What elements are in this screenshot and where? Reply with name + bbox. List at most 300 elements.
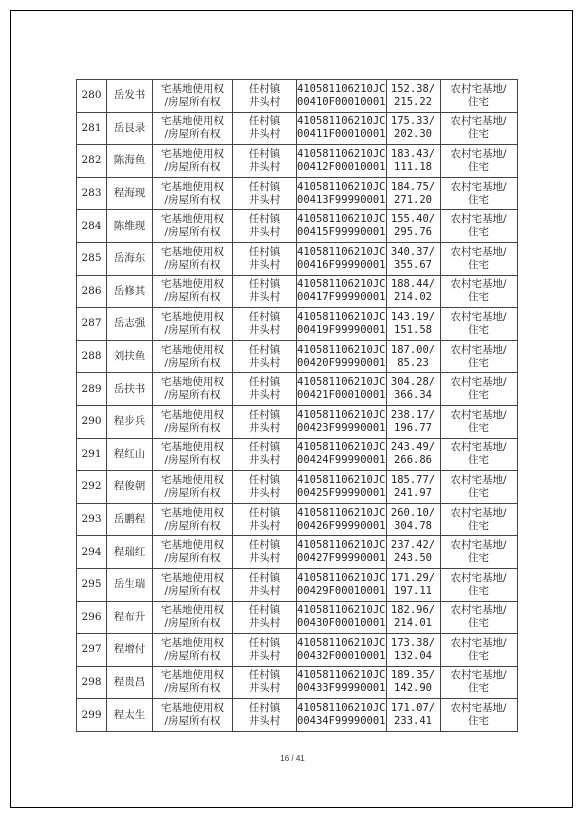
right-type-line-1: 宅基地使用权 (161, 506, 224, 519)
owner-name-text: 刘扶鱼 (113, 350, 146, 363)
location-line-1: 任村镇 (248, 506, 281, 519)
unit-code-line-1: 410581106210JC (297, 604, 386, 617)
owner-name-text: 程红山 (113, 447, 146, 460)
unit-code-line-1: 410581106210JC (297, 408, 386, 421)
owner-name-text: 程海现 (113, 187, 146, 200)
row-number-text: 298 (81, 675, 102, 688)
land-use-line-1: 农村宅基地/ (450, 343, 507, 356)
table-row (77, 405, 518, 438)
right-type-cell (153, 601, 233, 634)
row-number-cell (77, 405, 107, 438)
location-line-2: 井头村 (248, 421, 281, 434)
location-line-2: 井头村 (248, 486, 281, 499)
unit-code-cell (297, 634, 387, 667)
table-row (77, 112, 518, 145)
land-use-line-1: 农村宅基地/ (450, 669, 507, 682)
owner-name-text: 岳生瑞 (113, 578, 146, 591)
land-use-line-2: 住宅 (468, 584, 490, 597)
owner-name-cell (107, 340, 153, 373)
unit-code-cell (297, 503, 387, 536)
unit-code-cell (297, 112, 387, 145)
land-use-line-1: 农村宅基地/ (450, 115, 507, 128)
area-line-1: 243.49/ (390, 441, 436, 454)
land-use-cell (440, 699, 517, 732)
location-line-2: 井头村 (248, 649, 281, 662)
land-use-line-2: 住宅 (468, 128, 490, 141)
right-type-line-2: /房屋所有权 (164, 258, 221, 271)
location-line-1: 任村镇 (248, 343, 281, 356)
land-use-line-2: 住宅 (468, 421, 490, 434)
table-row (77, 634, 518, 667)
right-type-line-1: 宅基地使用权 (161, 571, 224, 584)
location-cell (233, 601, 297, 634)
area-line-2: 214.01 (394, 617, 432, 630)
owner-name-cell (107, 373, 153, 406)
area-line-2: 215.22 (394, 95, 432, 108)
right-type-line-1: 宅基地使用权 (161, 604, 224, 617)
unit-code-line-2: 00427F99990001 (297, 552, 386, 565)
right-type-cell (153, 503, 233, 536)
location-cell (233, 112, 297, 145)
row-number-text: 294 (81, 545, 102, 558)
right-type-cell (153, 373, 233, 406)
area-line-1: 184.75/ (390, 180, 436, 193)
right-type-line-1: 宅基地使用权 (161, 636, 224, 649)
table-row (77, 177, 518, 210)
location-line-1: 任村镇 (248, 702, 281, 715)
land-use-cell (440, 471, 517, 504)
owner-name-cell (107, 80, 153, 113)
unit-code-line-1: 410581106210JC (297, 473, 386, 486)
owner-name-text: 程太生 (113, 708, 146, 721)
area-cell (386, 145, 440, 178)
row-number-cell (77, 699, 107, 732)
row-number-cell (77, 210, 107, 243)
right-type-line-1: 宅基地使用权 (161, 376, 224, 389)
area-line-1: 189.35/ (390, 669, 436, 682)
area-cell (386, 634, 440, 667)
right-type-cell (153, 210, 233, 243)
area-line-2: 295.76 (394, 226, 432, 239)
unit-code-cell (297, 373, 387, 406)
row-number-text: 287 (81, 317, 102, 330)
unit-code-line-1: 410581106210JC (297, 376, 386, 389)
location-line-1: 任村镇 (248, 310, 281, 323)
right-type-cell (153, 699, 233, 732)
row-number-cell (77, 666, 107, 699)
land-use-line-1: 农村宅基地/ (450, 408, 507, 421)
unit-code-cell (297, 699, 387, 732)
area-cell (386, 438, 440, 471)
owner-name-text: 岳扶书 (113, 382, 146, 395)
row-number-text: 292 (81, 480, 102, 493)
table-row (77, 210, 518, 243)
land-use-cell (440, 242, 517, 275)
owner-name-cell (107, 536, 153, 569)
row-number-cell (77, 503, 107, 536)
area-cell (386, 340, 440, 373)
location-line-2: 井头村 (248, 389, 281, 402)
unit-code-line-2: 00412F00010001 (297, 160, 386, 173)
right-type-line-2: /房屋所有权 (164, 682, 221, 695)
unit-code-line-2: 00421F00010001 (297, 389, 386, 402)
table-row (77, 536, 518, 569)
land-use-line-1: 农村宅基地/ (450, 473, 507, 486)
right-type-line-1: 宅基地使用权 (161, 245, 224, 258)
land-use-cell (440, 536, 517, 569)
unit-code-cell (297, 308, 387, 341)
location-cell (233, 177, 297, 210)
location-cell (233, 275, 297, 308)
location-cell (233, 340, 297, 373)
owner-name-text: 陈维现 (113, 219, 146, 232)
location-line-1: 任村镇 (248, 408, 281, 421)
location-cell (233, 503, 297, 536)
area-line-2: 111.18 (394, 160, 432, 173)
row-number-text: 289 (81, 382, 102, 395)
location-line-1: 任村镇 (248, 636, 281, 649)
table-row (77, 80, 518, 113)
land-use-cell (440, 210, 517, 243)
area-line-1: 260.10/ (390, 506, 436, 519)
right-type-cell (153, 177, 233, 210)
location-line-1: 任村镇 (248, 539, 281, 552)
right-type-line-2: /房屋所有权 (164, 552, 221, 565)
unit-code-cell (297, 145, 387, 178)
location-line-2: 井头村 (248, 323, 281, 336)
land-use-cell (440, 405, 517, 438)
land-use-cell (440, 340, 517, 373)
row-number-text: 285 (81, 252, 102, 265)
area-line-2: 85.23 (397, 356, 429, 369)
right-type-line-2: /房屋所有权 (164, 193, 221, 206)
right-type-line-2: /房屋所有权 (164, 519, 221, 532)
unit-code-cell (297, 438, 387, 471)
land-use-line-2: 住宅 (468, 617, 490, 630)
row-number-text: 291 (81, 447, 102, 460)
area-line-2: 266.86 (394, 454, 432, 467)
unit-code-line-2: 00417F99990001 (297, 291, 386, 304)
area-cell (386, 405, 440, 438)
row-number-cell (77, 145, 107, 178)
row-number-text: 297 (81, 643, 102, 656)
location-line-1: 任村镇 (248, 669, 281, 682)
row-number-cell (77, 275, 107, 308)
unit-code-line-2: 00424F99990001 (297, 454, 386, 467)
unit-code-line-1: 410581106210JC (297, 310, 386, 323)
owner-name-cell (107, 308, 153, 341)
table-row (77, 601, 518, 634)
land-use-cell (440, 438, 517, 471)
location-cell (233, 699, 297, 732)
owner-name-text: 岳海东 (113, 252, 146, 265)
table-body (77, 80, 518, 732)
right-type-line-1: 宅基地使用权 (161, 147, 224, 160)
location-line-1: 任村镇 (248, 278, 281, 291)
right-type-line-2: /房屋所有权 (164, 291, 221, 304)
area-cell (386, 699, 440, 732)
unit-code-line-1: 410581106210JC (297, 278, 386, 291)
land-use-line-1: 农村宅基地/ (450, 147, 507, 160)
area-line-2: 132.04 (394, 649, 432, 662)
location-line-1: 任村镇 (248, 473, 281, 486)
land-use-cell (440, 503, 517, 536)
right-type-line-1: 宅基地使用权 (161, 441, 224, 454)
owner-name-cell (107, 405, 153, 438)
land-use-line-2: 住宅 (468, 226, 490, 239)
unit-code-line-1: 410581106210JC (297, 571, 386, 584)
unit-code-line-2: 00432F00010001 (297, 649, 386, 662)
right-type-line-2: /房屋所有权 (164, 95, 221, 108)
unit-code-cell (297, 405, 387, 438)
area-line-2: 233.41 (394, 715, 432, 728)
land-use-line-2: 住宅 (468, 356, 490, 369)
location-line-2: 井头村 (248, 128, 281, 141)
unit-code-line-1: 410581106210JC (297, 245, 386, 258)
owner-name-cell (107, 242, 153, 275)
area-line-2: 271.20 (394, 193, 432, 206)
land-use-line-2: 住宅 (468, 682, 490, 695)
owner-name-text: 岳鹏程 (113, 513, 146, 526)
land-use-cell (440, 275, 517, 308)
owner-name-text: 程增付 (113, 643, 146, 656)
location-line-2: 井头村 (248, 454, 281, 467)
unit-code-line-2: 00415F99990001 (297, 226, 386, 239)
location-cell (233, 242, 297, 275)
land-use-line-1: 农村宅基地/ (450, 506, 507, 519)
area-line-1: 155.40/ (390, 213, 436, 226)
row-number-cell (77, 80, 107, 113)
unit-code-cell (297, 666, 387, 699)
right-type-line-2: /房屋所有权 (164, 584, 221, 597)
unit-code-cell (297, 340, 387, 373)
owner-name-cell (107, 177, 153, 210)
unit-code-line-2: 00416F99990001 (297, 258, 386, 271)
right-type-line-1: 宅基地使用权 (161, 539, 224, 552)
area-cell (386, 536, 440, 569)
land-use-line-2: 住宅 (468, 95, 490, 108)
owner-name-cell (107, 699, 153, 732)
right-type-line-2: /房屋所有权 (164, 128, 221, 141)
table-row (77, 471, 518, 504)
area-cell (386, 177, 440, 210)
land-use-cell (440, 601, 517, 634)
location-cell (233, 634, 297, 667)
land-use-line-1: 农村宅基地/ (450, 376, 507, 389)
row-number-cell (77, 177, 107, 210)
row-number-cell (77, 373, 107, 406)
area-line-2: 202.30 (394, 128, 432, 141)
area-line-1: 183.43/ (390, 147, 436, 160)
unit-code-line-1: 410581106210JC (297, 115, 386, 128)
land-use-cell (440, 177, 517, 210)
right-type-line-2: /房屋所有权 (164, 389, 221, 402)
owner-name-text: 程贵昌 (113, 675, 146, 688)
right-type-line-1: 宅基地使用权 (161, 473, 224, 486)
table-row (77, 503, 518, 536)
location-cell (233, 666, 297, 699)
unit-code-line-2: 00411F00010001 (297, 128, 386, 141)
unit-code-line-1: 410581106210JC (297, 180, 386, 193)
row-number-cell (77, 536, 107, 569)
right-type-line-1: 宅基地使用权 (161, 408, 224, 421)
land-use-line-1: 农村宅基地/ (450, 636, 507, 649)
owner-name-text: 程瑞红 (113, 545, 146, 558)
area-cell (386, 471, 440, 504)
area-cell (386, 503, 440, 536)
land-use-line-1: 农村宅基地/ (450, 441, 507, 454)
location-line-1: 任村镇 (248, 115, 281, 128)
right-type-cell (153, 145, 233, 178)
right-type-line-1: 宅基地使用权 (161, 278, 224, 291)
land-use-line-2: 住宅 (468, 160, 490, 173)
right-type-line-1: 宅基地使用权 (161, 702, 224, 715)
owner-name-text: 陈海鱼 (113, 154, 146, 167)
owner-name-cell (107, 634, 153, 667)
land-use-line-2: 住宅 (468, 193, 490, 206)
right-type-cell (153, 634, 233, 667)
unit-code-line-1: 410581106210JC (297, 702, 386, 715)
area-line-1: 173.38/ (390, 636, 436, 649)
land-use-line-1: 农村宅基地/ (450, 278, 507, 291)
area-cell (386, 275, 440, 308)
area-line-1: 187.00/ (390, 343, 436, 356)
location-cell (233, 308, 297, 341)
row-number-text: 281 (81, 121, 102, 134)
location-line-1: 任村镇 (248, 604, 281, 617)
location-cell (233, 80, 297, 113)
table-row (77, 275, 518, 308)
right-type-line-1: 宅基地使用权 (161, 115, 224, 128)
location-cell (233, 471, 297, 504)
area-line-2: 214.02 (394, 291, 432, 304)
location-cell (233, 210, 297, 243)
location-line-2: 井头村 (248, 193, 281, 206)
area-line-2: 243.50 (394, 552, 432, 565)
row-number-text: 283 (81, 187, 102, 200)
location-line-2: 井头村 (248, 552, 281, 565)
owner-name-cell (107, 471, 153, 504)
unit-code-cell (297, 601, 387, 634)
area-line-2: 197.11 (394, 584, 432, 597)
row-number-cell (77, 340, 107, 373)
unit-code-line-2: 00413F99990001 (297, 193, 386, 206)
land-use-line-2: 住宅 (468, 291, 490, 304)
table-row (77, 308, 518, 341)
land-use-line-1: 农村宅基地/ (450, 213, 507, 226)
right-type-cell (153, 112, 233, 145)
row-number-text: 286 (81, 284, 102, 297)
land-use-cell (440, 634, 517, 667)
location-line-2: 井头村 (248, 682, 281, 695)
location-cell (233, 438, 297, 471)
area-line-2: 151.58 (394, 323, 432, 336)
right-type-cell (153, 242, 233, 275)
table-row (77, 242, 518, 275)
table-row (77, 145, 518, 178)
owner-name-text: 程俊朝 (113, 480, 146, 493)
land-use-line-1: 农村宅基地/ (450, 245, 507, 258)
area-cell (386, 112, 440, 145)
area-line-1: 185.77/ (390, 473, 436, 486)
land-use-line-2: 住宅 (468, 552, 490, 565)
unit-code-line-1: 410581106210JC (297, 441, 386, 454)
area-line-1: 188.44/ (390, 278, 436, 291)
location-line-2: 井头村 (248, 584, 281, 597)
right-type-line-2: /房屋所有权 (164, 226, 221, 239)
land-use-line-2: 住宅 (468, 519, 490, 532)
owner-name-text: 岳艮录 (113, 121, 146, 134)
location-line-1: 任村镇 (248, 441, 281, 454)
land-use-line-2: 住宅 (468, 649, 490, 662)
owner-name-text: 岳修其 (113, 284, 146, 297)
unit-code-line-2: 00423F99990001 (297, 421, 386, 434)
owner-name-text: 岳志强 (113, 317, 146, 330)
area-line-2: 355.67 (394, 258, 432, 271)
location-line-2: 井头村 (248, 617, 281, 630)
unit-code-line-1: 410581106210JC (297, 669, 386, 682)
land-use-cell (440, 145, 517, 178)
land-use-line-1: 农村宅基地/ (450, 571, 507, 584)
area-line-1: 175.33/ (390, 115, 436, 128)
location-line-2: 井头村 (248, 356, 281, 369)
right-type-line-2: /房屋所有权 (164, 323, 221, 336)
row-number-text: 295 (81, 578, 102, 591)
owner-name-text: 程步兵 (113, 415, 146, 428)
land-use-cell (440, 373, 517, 406)
area-cell (386, 210, 440, 243)
location-line-1: 任村镇 (248, 82, 281, 95)
location-line-2: 井头村 (248, 226, 281, 239)
table-row (77, 666, 518, 699)
area-line-2: 241.97 (394, 486, 432, 499)
land-use-line-1: 农村宅基地/ (450, 539, 507, 552)
unit-code-line-2: 00420F99990001 (297, 356, 386, 369)
land-use-cell (440, 308, 517, 341)
unit-code-line-2: 00426F99990001 (297, 519, 386, 532)
unit-code-cell (297, 568, 387, 601)
right-type-line-1: 宅基地使用权 (161, 343, 224, 356)
row-number-cell (77, 471, 107, 504)
unit-code-cell (297, 275, 387, 308)
land-use-line-1: 农村宅基地/ (450, 180, 507, 193)
area-cell (386, 568, 440, 601)
owner-name-cell (107, 112, 153, 145)
unit-code-line-2: 00425F99990001 (297, 486, 386, 499)
land-use-line-2: 住宅 (468, 258, 490, 271)
right-type-line-2: /房屋所有权 (164, 356, 221, 369)
unit-code-line-1: 410581106210JC (297, 147, 386, 160)
area-line-1: 340.37/ (390, 245, 436, 258)
land-use-cell (440, 112, 517, 145)
area-line-1: 152.38/ (390, 82, 436, 95)
location-line-2: 井头村 (248, 519, 281, 532)
right-type-cell (153, 536, 233, 569)
table-row (77, 699, 518, 732)
row-number-text: 282 (81, 154, 102, 167)
location-cell (233, 145, 297, 178)
right-type-line-2: /房屋所有权 (164, 486, 221, 499)
unit-code-line-1: 410581106210JC (297, 506, 386, 519)
location-line-1: 任村镇 (248, 245, 281, 258)
area-line-2: 196.77 (394, 421, 432, 434)
location-cell (233, 568, 297, 601)
unit-code-cell (297, 177, 387, 210)
right-type-cell (153, 405, 233, 438)
unit-code-line-1: 410581106210JC (297, 539, 386, 552)
row-number-cell (77, 438, 107, 471)
area-line-1: 182.96/ (390, 604, 436, 617)
